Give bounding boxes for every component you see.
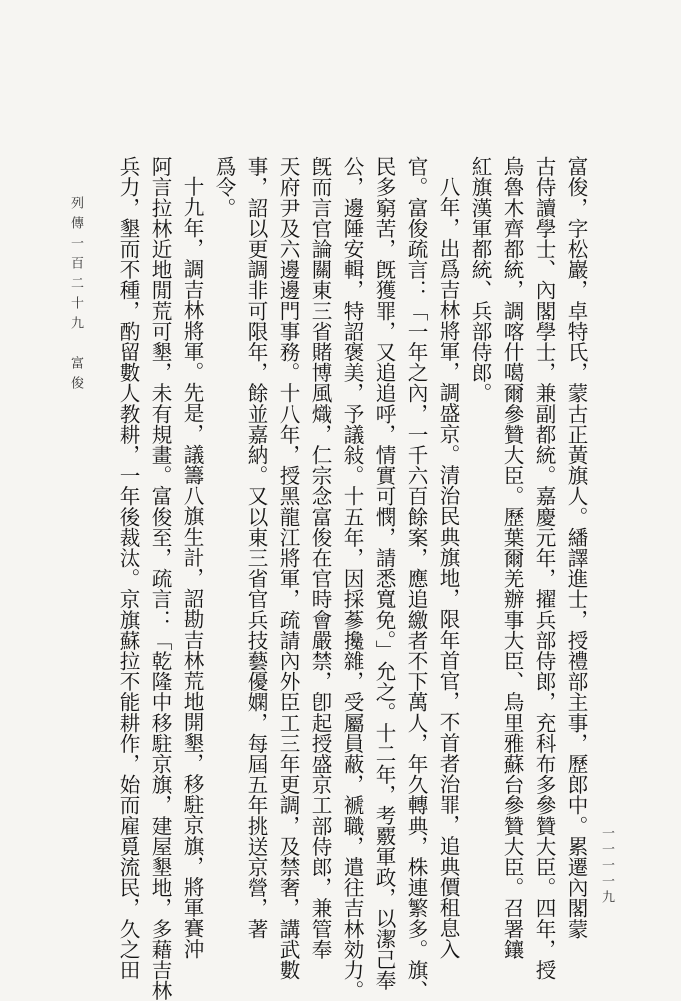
text-column-8: 公，邊陲安輯，特詔褒美，予議敍。十五年，因採蔘攙雜，受屬員蔽，褫職，遣往吉林効力。 (340, 156, 364, 1001)
text-column-14: 阿言拉林近地閒荒可墾，未有規畫。富俊至，疏言：「乾隆中移駐京旗，建屋墾地，多藉吉林 (148, 156, 172, 1001)
text-column-7: 民多窮苦，旣獲罪，又追追呼，情實可憫，請悉寬免。」允之。十二年，考覈軍政，以潔己奉 (372, 156, 396, 991)
text-column-1: 富俊，字松巖，卓特氏，蒙古正黃旗人。繙譯進士，授禮部主事，歷郎中。累遷內閣蒙 (564, 156, 588, 939)
text-column-2: 古侍讀學士、內閣學士，兼副都統。嘉慶元年，擢兵部侍郎，充科布多參贊大臣。四年，授 (532, 156, 556, 980)
text-column-5: 八年，出爲吉林將軍，調盛京。清治民典旗地，限年首官，不首者治罪，追典價租息入 (436, 176, 460, 959)
text-column-3: 烏魯木齊都統，調喀什噶爾參贊大臣。歷葉爾羌辦事大臣、烏里雅蘇台參贊大臣。召署鑲 (500, 156, 524, 960)
text-column-12: 爲令。 (212, 156, 236, 218)
text-column-6: 官。富俊疏言：「一年之內，一千六百餘案，應追繳者不下萬人，年久轉典，株連繁多。旗、 (404, 156, 428, 1001)
page-number: 一一一一九 (599, 826, 614, 906)
text-column-15: 兵力，墾而不種，酌留數人教耕，一年後裁汰。京旗蘇拉不能耕作，始而雇覓流民，久之田 (116, 156, 140, 980)
text-column-4: 紅旗漢軍都統、兵部侍郎。 (468, 156, 492, 404)
text-column-11: 事，詔以更調非可限年，餘並嘉納。又以東三省官兵技藝優嫻，每屆五年挑送京營，著 (244, 156, 268, 939)
text-column-9: 旣而言官論關東三省賭博風熾，仁宗念富俊在官時會嚴禁，卽起授盛京工部侍郎，兼管奉 (308, 156, 332, 960)
running-header: 列傳一百二十九 富俊 (68, 196, 83, 396)
text-column-13: 十九年，調吉林將軍。先是，議籌八旗生計，詔勘吉林荒地開墾，移駐京旗，將軍賽沖 (180, 176, 204, 959)
text-column-10: 天府尹及六邊邊門事務。十八年，授黑龍江將軍，疏請內外臣工三年更調，及禁奢，講武數 (276, 156, 300, 980)
